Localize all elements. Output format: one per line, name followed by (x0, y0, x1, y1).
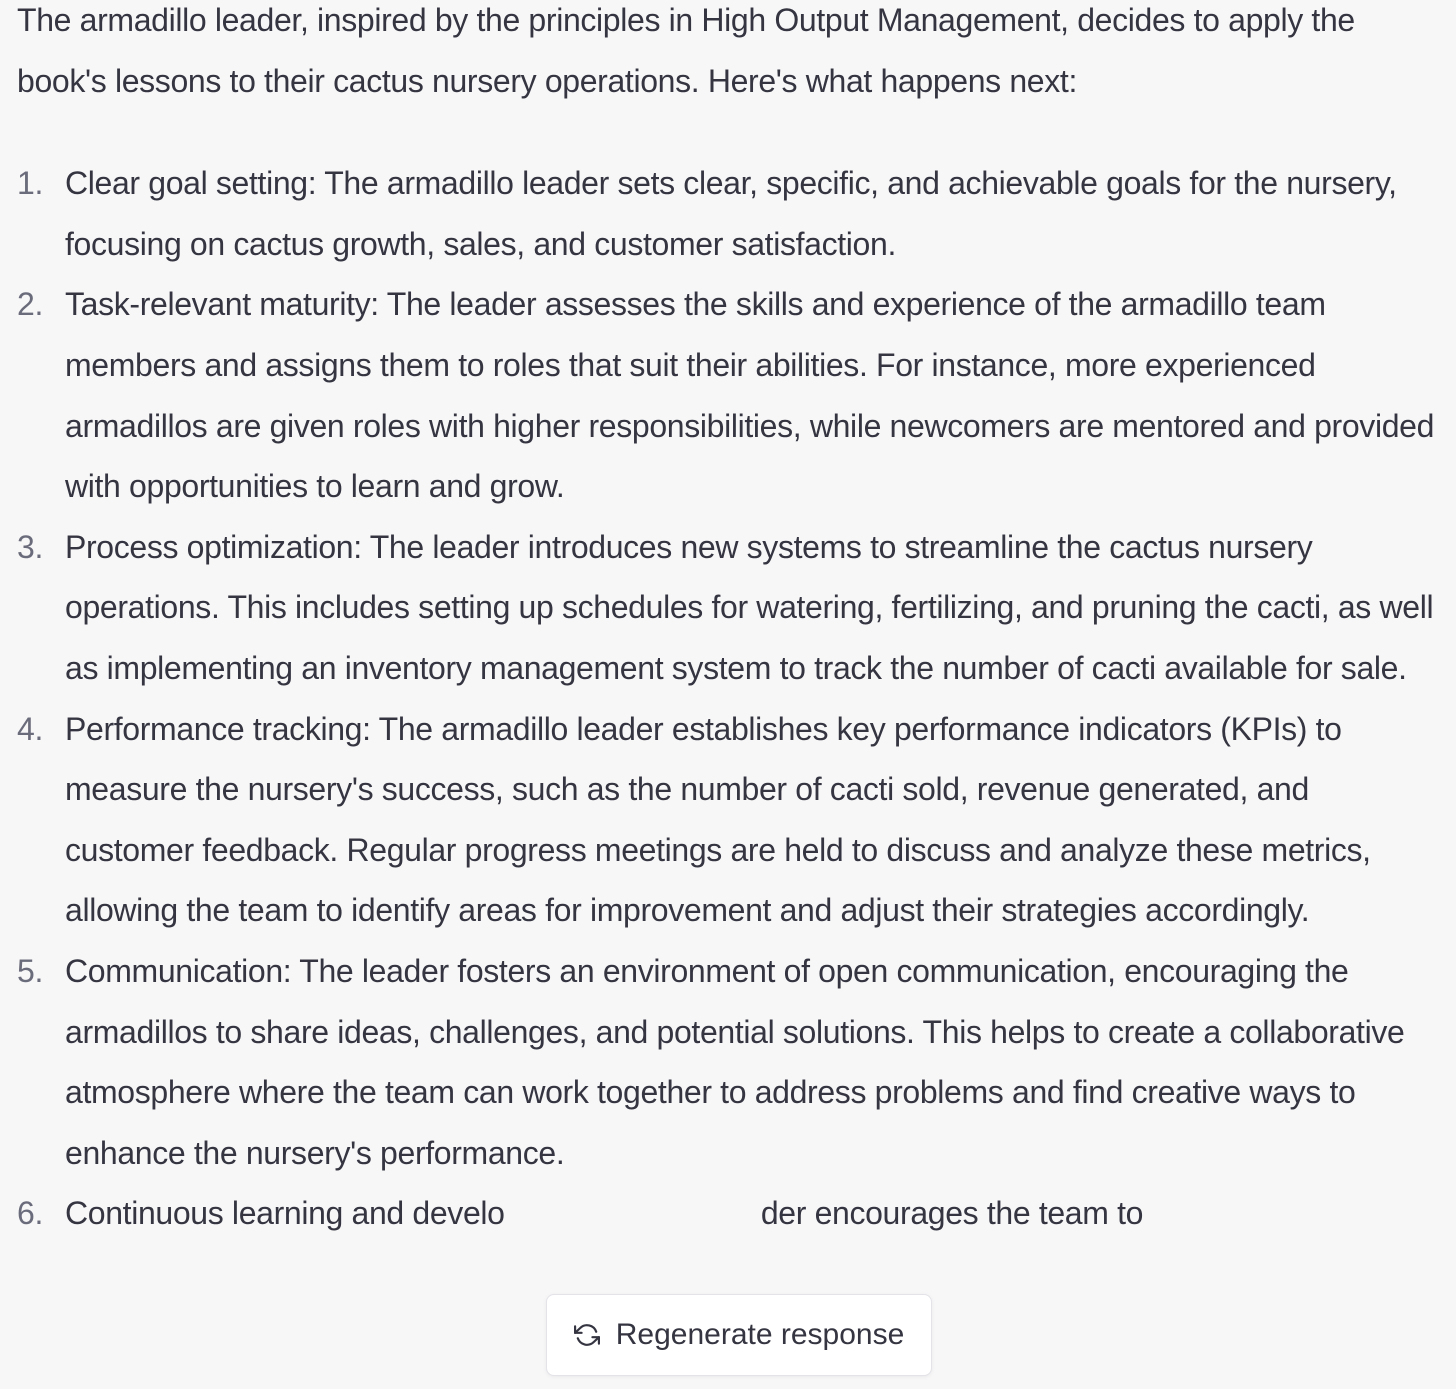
list-item (17, 153, 1437, 274)
list-item-number: 5. (17, 952, 43, 989)
list-item-number: 1. (17, 165, 43, 202)
list-item (17, 1183, 1437, 1244)
list-item (17, 941, 1437, 1183)
numbered-list (17, 153, 1437, 1244)
list-item (17, 517, 1437, 699)
list-item-number: 4. (17, 710, 43, 747)
regenerate-response-label: Regenerate response (615, 1318, 905, 1351)
refresh-icon (574, 1322, 600, 1348)
list-item-text: Continuous learning and develo der encourages the team to (65, 1195, 1144, 1232)
list-item-text: Performance tracking: The armadillo leader establishes key performance indicators (KPIs) to measure the nursery's success, such as the number of cacti sold, revenue generated, and customer feedback. Regular progress meetings are held to discuss and analyze these metrics, allowing the team to identify areas for improvement and adjust their strategies accordingly. (65, 710, 1371, 929)
list-item-text: Process optimization: The leader introduces new systems to streamline the cactus nursery operations. This includes setting up schedules for watering, fertilizing, and pruning the cacti, as well as implementing an inventory management system to track the number of cacti available for sale. (65, 528, 1434, 686)
list-item (17, 699, 1437, 941)
message-intro: The armadillo leader, inspired by the principles in High Output Management, decides to apply the book's lessons to their cactus nursery operations. Here's what happens next: (17, 2, 1355, 99)
list-item (17, 274, 1437, 516)
list-item-text: Clear goal setting: The armadillo leader sets clear, specific, and achievable goals for the nursery, focusing on cactus growth, sales, and customer satisfaction. (65, 165, 1397, 262)
assistant-message (17, 0, 1437, 1244)
regenerate-response-button[interactable] (546, 1294, 932, 1376)
list-item-number: 3. (17, 528, 43, 565)
list-item-text: Communication: The leader fosters an environment of open communication, encouraging the armadillos to share ideas, challenges, and potential solutions. This helps to create a collaborative atmosphere where the team can work together to address problems and find creative ways to enhance the nursery's performance. (65, 952, 1405, 1171)
list-item-number: 6. (17, 1195, 43, 1232)
list-item-number: 2. (17, 286, 43, 323)
list-item-text: Task-relevant maturity: The leader assesses the skills and experience of the armadillo team members and assigns them to roles that suit their abilities. For instance, more experienced armadillos are given roles with higher responsibilities, while newcomers are mentored and provided with opportunities to learn and grow. (65, 286, 1435, 505)
